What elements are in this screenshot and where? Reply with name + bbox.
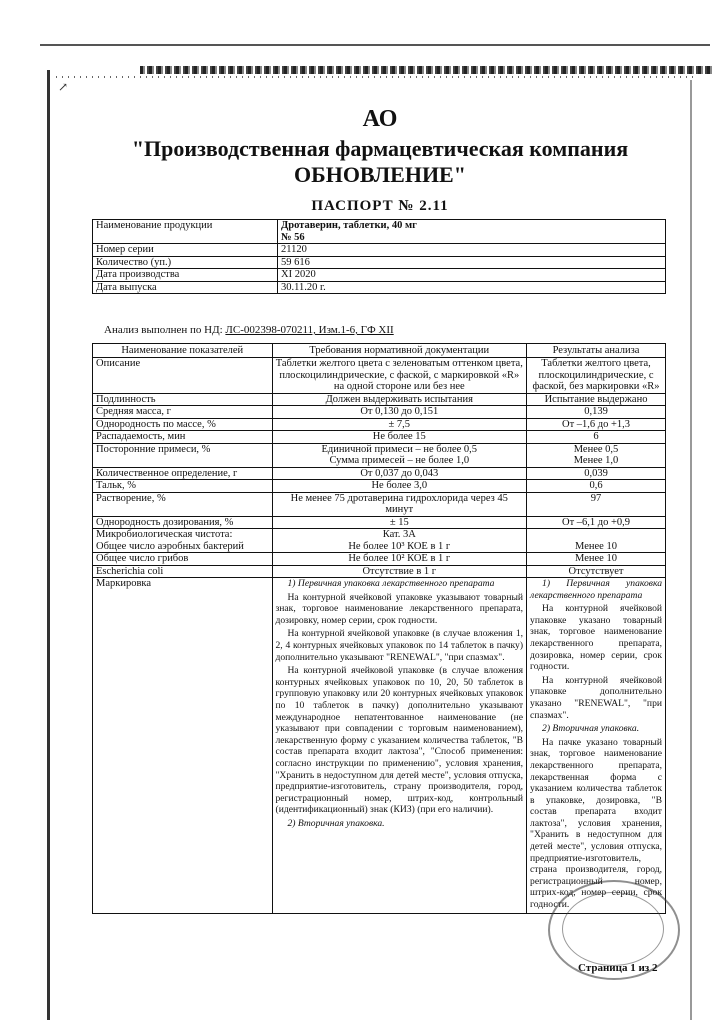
cell-name: Средняя масса, г (93, 406, 273, 419)
cell-res: 0,139 (527, 406, 666, 419)
cell-req: ± 7,5 (272, 418, 527, 431)
table-row (93, 220, 666, 244)
cell-name: Посторонние примеси, % (93, 443, 273, 467)
col-header-req: Требования нормативной документации (272, 344, 527, 358)
table-header-row (93, 344, 666, 358)
col-header-name: Наименование показателей (93, 344, 273, 358)
table-row (93, 443, 666, 467)
cell-name: Однородность дозирования, % (93, 516, 273, 529)
cell-req: ± 15 (272, 516, 527, 529)
name-line: Общее число аэробных бактерий (96, 540, 244, 552)
cell-res: 0,6 (527, 480, 666, 493)
row-value: XI 2020 (278, 269, 666, 282)
cell-res: От –6,1 до +0,9 (527, 516, 666, 529)
table-row (93, 244, 666, 257)
col-header-res: Результаты анализа (527, 344, 666, 358)
cell-res-marking (527, 578, 666, 914)
cell-res: Испытание выдержано (527, 393, 666, 406)
analysis-line (104, 324, 394, 336)
scan-noise-band (140, 66, 712, 74)
cell-name: Растворение, % (93, 492, 273, 516)
row-value: 21120 (278, 244, 666, 257)
table-row-marking (93, 578, 666, 914)
cell-req: Не менее 75 дротаверина гидрохлорида через 45 минут (272, 492, 527, 516)
req-line: Кат. 3А (382, 529, 416, 540)
cell-req: Не более 15 (272, 431, 527, 444)
row-value (278, 220, 666, 244)
cell-res: Менее 10 (527, 553, 666, 566)
marking-paragraph: На контурной ячейковой упаковке (в случае вложения контурных ячейковых упаковок по 10, 20, 50 таблеток в групповую упаковку или 20 контурных ячейковых упаковок по 10 таблеток в пачку) дополнительно указывают международное непатентованное наименование (не указывают при совпадении с торговым наименованием), лекарственную форму с указанием количества таблеток, "В состав препарата входит лактоза", "Способ применения: согласно инструкции по применению", условия хранения, "Хранить в недоступном для детей месте", условия отпуска, предприятие-изготовитель, страну производителя, город, регистрационный номер, штрих-код, контрольный (идентификационный) знак (КИЗ) (при его наличии). (275, 665, 524, 816)
marking-paragraph: На контурной ячейковой упаковке дополнительно указано "RENEWAL", "при спазмах". (530, 674, 662, 721)
org-name-line1: "Производственная фармацевтическая компания (131, 136, 629, 161)
analysis-prefix: Анализ выполнен по НД: (104, 324, 223, 336)
table-row (93, 492, 666, 516)
row-label: Дата производства (93, 269, 278, 282)
row-value: 59 616 (278, 256, 666, 269)
cell-res: Таблетки желтого цвета, плоскоцилиндрические, с фаской, без маркировки «R» (527, 358, 666, 394)
passport-title: ПАСПОРТ № 2.11 (311, 198, 449, 214)
cell-req (272, 529, 527, 553)
res-line: Менее 0,5 (573, 443, 619, 455)
cell-res: 0,039 (527, 467, 666, 480)
cell-name: Общее число грибов (93, 553, 273, 566)
table-row (93, 256, 666, 269)
cell-name: Распадаемость, мин (93, 431, 273, 444)
product-name: Дротаверин, таблетки, 40 мг (281, 220, 417, 231)
req-line: Не более 10³ КОЕ в 1 г (348, 540, 451, 552)
table-row (93, 281, 666, 294)
product-table (92, 219, 666, 294)
cell-res: 6 (527, 431, 666, 444)
table-row (93, 269, 666, 282)
table-row (93, 393, 666, 406)
table-row (93, 467, 666, 480)
marking-paragraph: На контурной ячейковой упаковке указывают товарный знак, торговое наименование лекарственного препарата, дозировку, номер серии, срок годности. (275, 591, 524, 626)
cell-req: Таблетки желтого цвета с зеленоватым оттенком цвета, плоскоцилиндрические, с фаской, с маркировкой «R» на одной стороне или без нее (272, 358, 527, 394)
row-value: 30.11.20 г. (278, 281, 666, 294)
res-line: Менее 1,0 (573, 455, 619, 466)
req-line: Единичной примеси – не более 0,5 (321, 443, 478, 455)
row-label: Количество (уп.) (93, 256, 278, 269)
marking-paragraph: На контурной ячейковой упаковке указано товарный знак, торговое наименование лекарственного препарата, дозировка, номер серии, срок годности. (530, 603, 662, 673)
req-line: Сумма примесей – не более 1,0 (329, 455, 470, 466)
table-row (93, 565, 666, 578)
scan-noise-dots (56, 76, 696, 78)
org-type: АО (362, 106, 398, 132)
results-table (92, 343, 666, 914)
cell-name: Количественное определение, г (93, 467, 273, 480)
scan-edge-right (690, 80, 692, 1020)
row-label: Номер серии (93, 244, 278, 257)
res-line: Менее 10 (575, 540, 617, 552)
table-row (93, 516, 666, 529)
table-row (93, 529, 666, 553)
row-label: Дата выпуска (93, 281, 278, 294)
cell-req-marking (272, 578, 527, 914)
cell-req: Отсутствие в 1 г (272, 565, 527, 578)
marking-paragraph: На пачке указано товарный знак, торговое наименование лекарственного препарата, лекарственная форма с указанием количества таблеток в упаковке, дозировка, "В состав препарата входит лактоза", условия хранения, "Хранить в недоступном для детей месте", условия отпуска, предприятие-изготовитель, страна производителя, город, регистрационный номер, штрих-код, номер серии, срок годности. (530, 736, 662, 911)
org-name-line2: ОБНОВЛЕНИЕ" (294, 162, 466, 187)
cell-req: От 0,130 до 0,151 (272, 406, 527, 419)
table-row (93, 406, 666, 419)
cell-name: Описание (93, 358, 273, 394)
analysis-nd: ЛС-002398-070211, Изм.1-6, ГФ XII (225, 324, 394, 336)
table-row (93, 553, 666, 566)
product-pack: № 56 (281, 231, 305, 243)
name-line: Микробиологическая чистота: (96, 529, 233, 540)
cell-name: Однородность по массе, % (93, 418, 273, 431)
scan-edge-top (40, 44, 710, 46)
cell-res (527, 443, 666, 467)
cell-res (527, 529, 666, 553)
marking-paragraph: На контурной ячейковой упаковке (в случае вложения 1, 2, 4 контурных ячейковых упаковок по 14 таблеток в пачку) дополнительно указывают "RENEWAL", "при спазмах". (275, 628, 524, 663)
table-row (93, 431, 666, 444)
table-row (93, 358, 666, 394)
marking-subtitle: 1) Первичная упаковка лекарственного препарата (287, 578, 495, 589)
cell-name: Маркировка (93, 578, 273, 914)
table-row (93, 480, 666, 493)
table-row (93, 418, 666, 431)
marking-subtitle: 2) Вторичная упаковка. (287, 817, 385, 829)
cell-req: Не более 10² КОЕ в 1 г (272, 553, 527, 566)
cell-name: Тальк, % (93, 480, 273, 493)
handwritten-mark-icon: ↗ (58, 80, 69, 94)
round-stamp-inner-icon (562, 892, 664, 966)
cell-name (93, 529, 273, 553)
row-label: Наименование продукции (93, 220, 278, 244)
scan-edge-left (47, 70, 50, 1020)
cell-res: 97 (527, 492, 666, 516)
marking-subtitle: 2) Вторичная упаковка. (542, 723, 640, 735)
cell-req (272, 443, 527, 467)
cell-req: От 0,037 до 0,043 (272, 467, 527, 480)
cell-res: От –1,6 до +1,3 (527, 418, 666, 431)
cell-name: Escherichia coli (93, 565, 273, 578)
cell-res: Отсутствует (527, 565, 666, 578)
page-number: Страница 1 из 2 (578, 962, 658, 974)
cell-req: Не более 3,0 (272, 480, 527, 493)
cell-name: Подлинность (93, 393, 273, 406)
cell-req: Должен выдерживать испытания (272, 393, 527, 406)
marking-subtitle: 1) Первичная упаковка лекарственного препарата (530, 578, 662, 601)
